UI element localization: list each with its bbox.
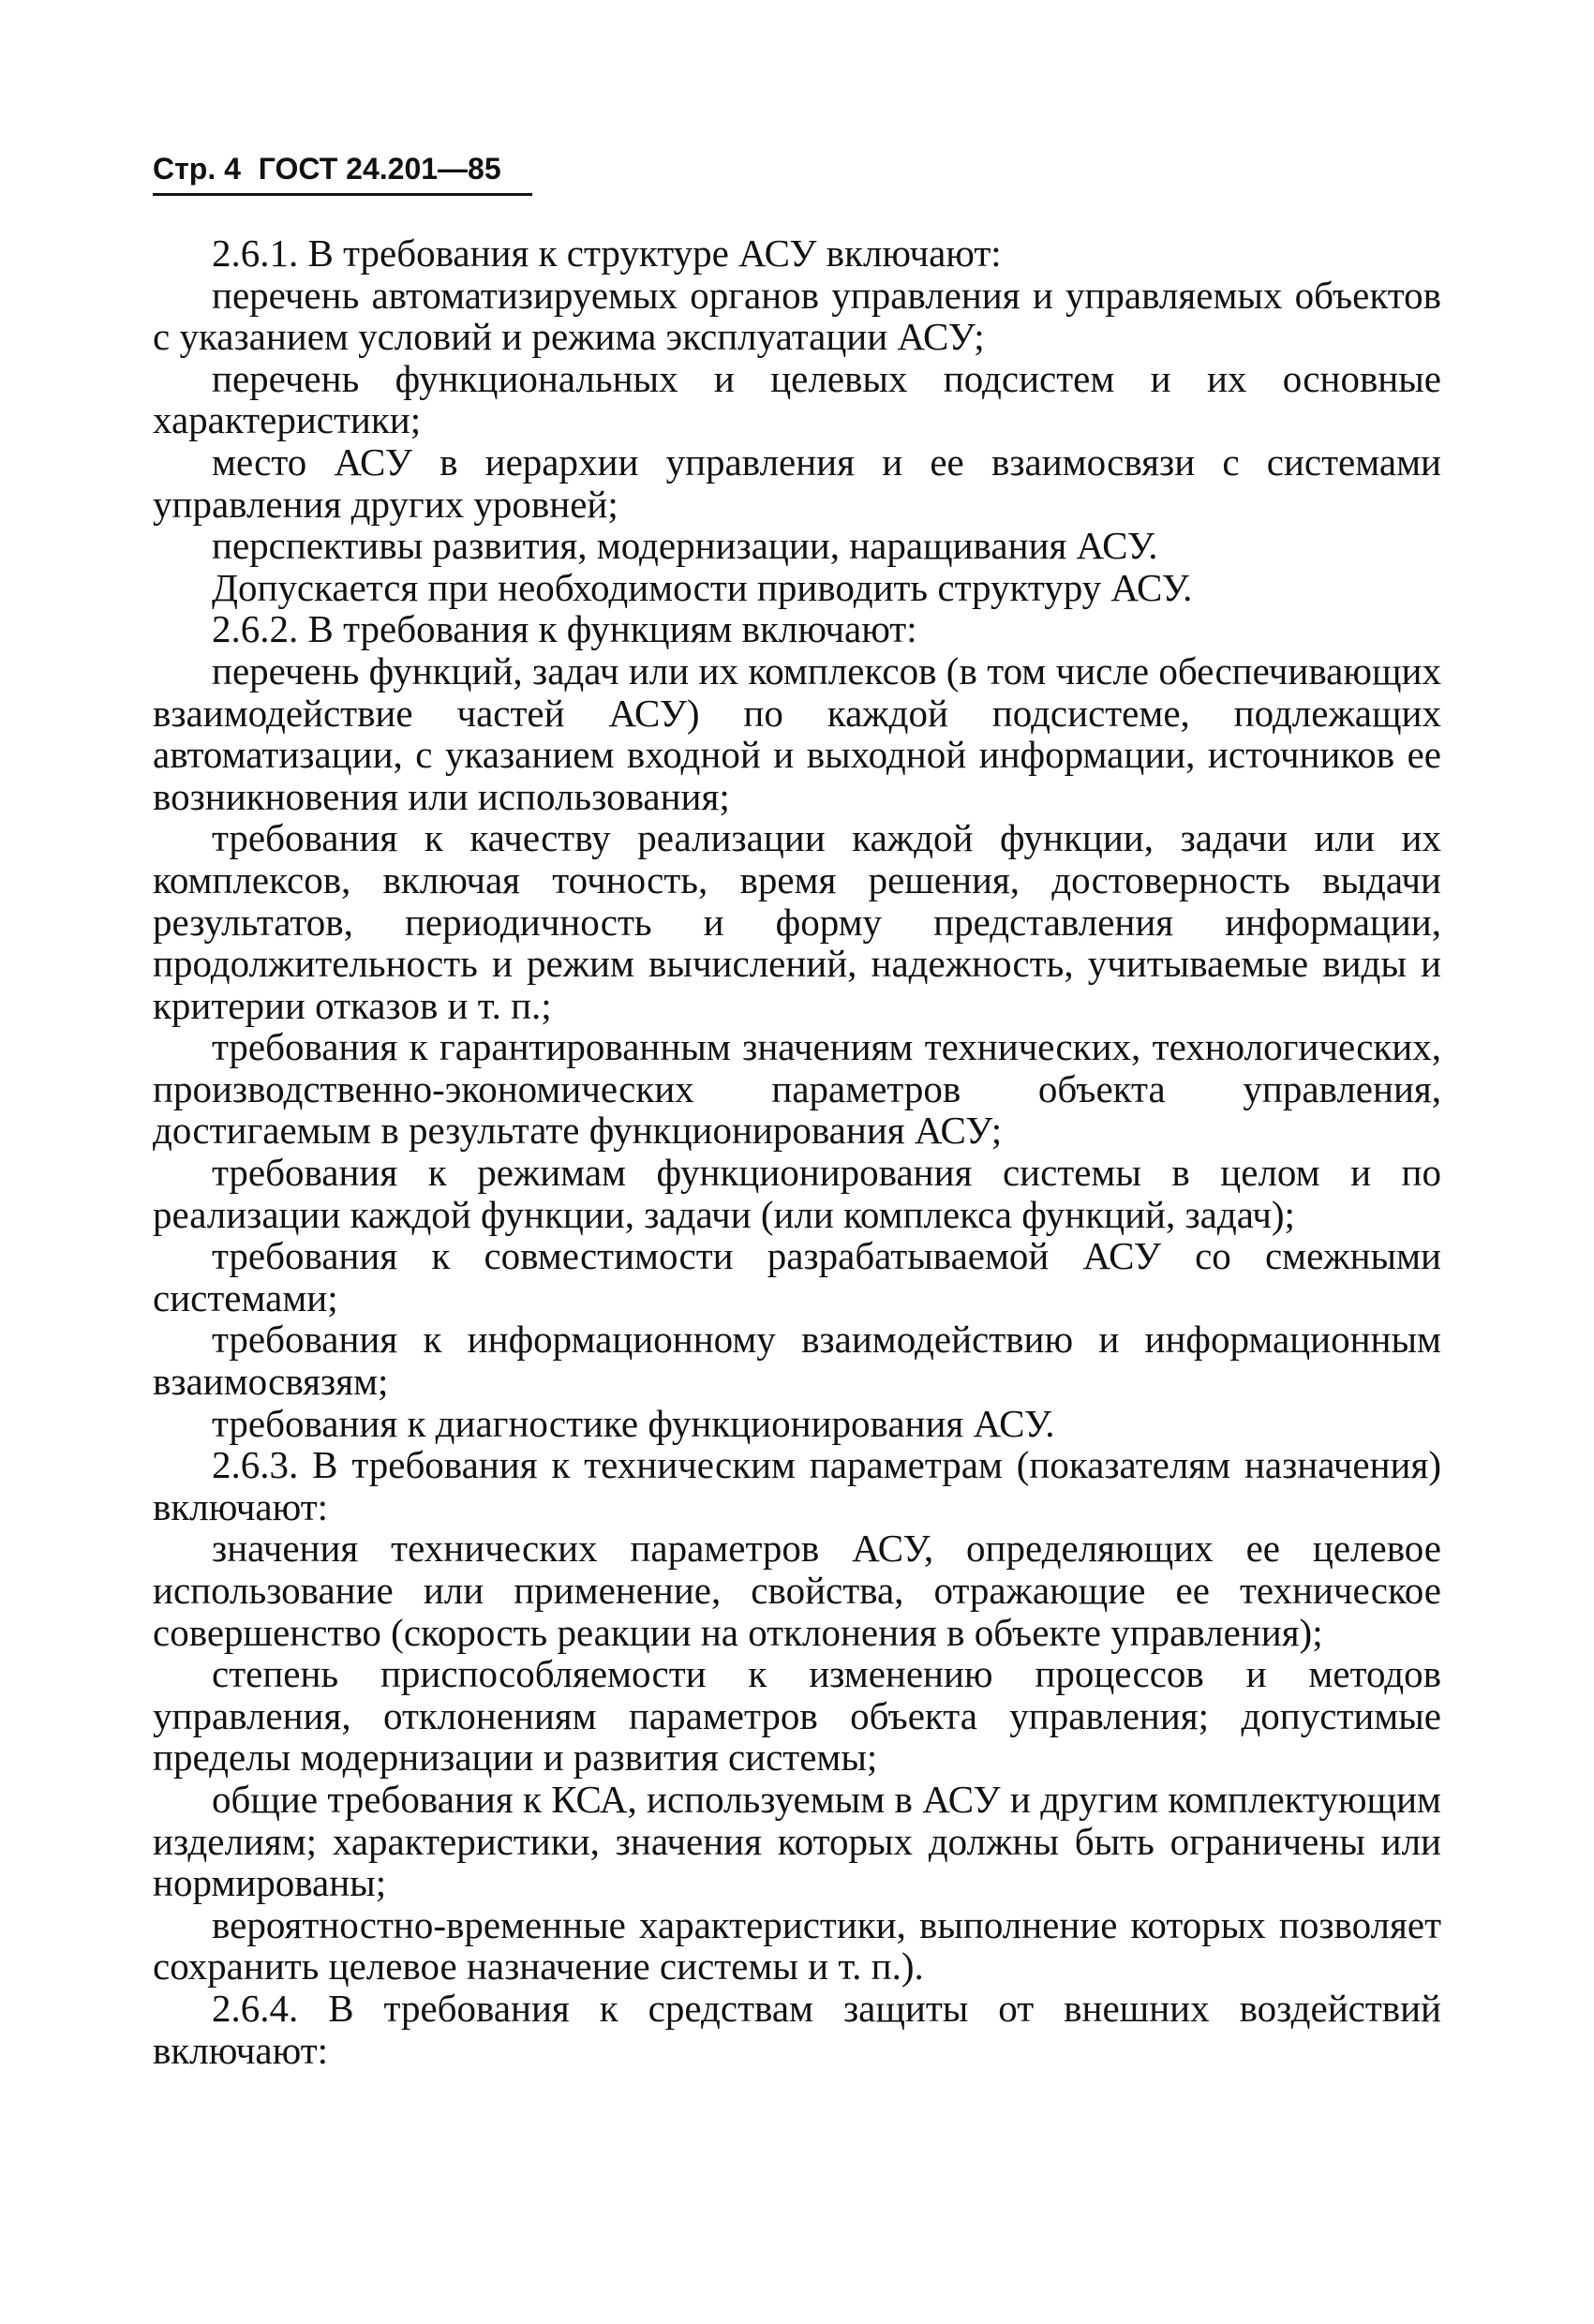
list-item: перечень функций, задач или их комплексов (в том числе обеспечивающих взаимодействие частей АСУ) по каждой подсистеме, подлежащих автоматизации, с указанием входной и выходной информации, источников ее возникновения или использования; bbox=[153, 648, 1441, 818]
list-item: значения технических параметров АСУ, определяющих ее целевое использование или применение, свойства, отражающие ее техническое совершенство (скорость реакции на отклонения в объекте управления); bbox=[153, 1527, 1441, 1654]
list-item: перечень функциональных и целевых подсистем и их основные характеристики; bbox=[153, 356, 1441, 442]
list-item: требования к гарантированным значениям технических, технологических, производственно-экономических параметров объекта управления, достигаемым в результате функционирования АСУ; bbox=[153, 1025, 1441, 1153]
list-item: вероятностно-временные характеристики, выполнение которых позволяет сохранить целевое назначение системы и т. п.). bbox=[153, 1902, 1441, 1989]
section-heading-2-6-3: 2.6.3. В требования к техническим параметрам (показателям назначения) включают: bbox=[153, 1443, 1441, 1528]
standard-number: ГОСТ 24.201—85 bbox=[258, 152, 501, 186]
section-heading-2-6-4: 2.6.4. В требования к средствам защиты от внешних воздействий включают: bbox=[153, 1986, 1441, 2072]
list-item: требования к диагностике функционирования АСУ. bbox=[212, 1401, 1055, 1445]
list-item: общие требования к КСА, используемым в АСУ и другим комплектующим изделиям; характеристики, значения которых должны быть ограничены или нормированы; bbox=[153, 1777, 1441, 1905]
section-heading-2-6-1: 2.6.1. В требования к структуре АСУ включают: bbox=[212, 231, 1002, 275]
list-item: перспективы развития, модернизации, наращивания АСУ. bbox=[212, 524, 1158, 568]
list-item: требования к совместимости разрабатываемой АСУ со смежными системами; bbox=[153, 1234, 1441, 1319]
list-item: место АСУ в иерархии управления и ее взаимосвязи с системами управления других уровней; bbox=[153, 439, 1441, 526]
section-heading-2-6-2: 2.6.2. В требования к функциям включают: bbox=[212, 607, 917, 651]
list-item: требования к качеству реализации каждой функции, задачи или их комплексов, включая точность, время решения, достоверность выдачи результатов, периодичность и форму представления информации, продолжительность и режим вычислений, надежность, учитываемые виды и критерии отказов и т. п.; bbox=[153, 816, 1441, 1027]
list-item: требования к режимам функционирования системы в целом и по реализации каждой функции, задачи (или комплекса функций, задач); bbox=[153, 1151, 1441, 1236]
note-paragraph: Допускается при необходимости приводить структуру АСУ. bbox=[212, 565, 1193, 609]
page-number-label: Стр. 4 bbox=[153, 152, 241, 186]
list-item: требования к информационному взаимодействию и информационным взаимосвязям; bbox=[153, 1318, 1441, 1404]
list-item: перечень автоматизируемых органов управления и управляемых объектов с указанием условий и режима эксплуатации АСУ; bbox=[153, 273, 1441, 359]
document-body bbox=[153, 232, 1441, 2071]
list-item: степень приспособляемости к изменению процессов и методов управления, отклонениям параметров объекта управления; допустимые пределы модернизации и развития системы; bbox=[153, 1652, 1441, 1780]
page-header bbox=[153, 150, 532, 196]
